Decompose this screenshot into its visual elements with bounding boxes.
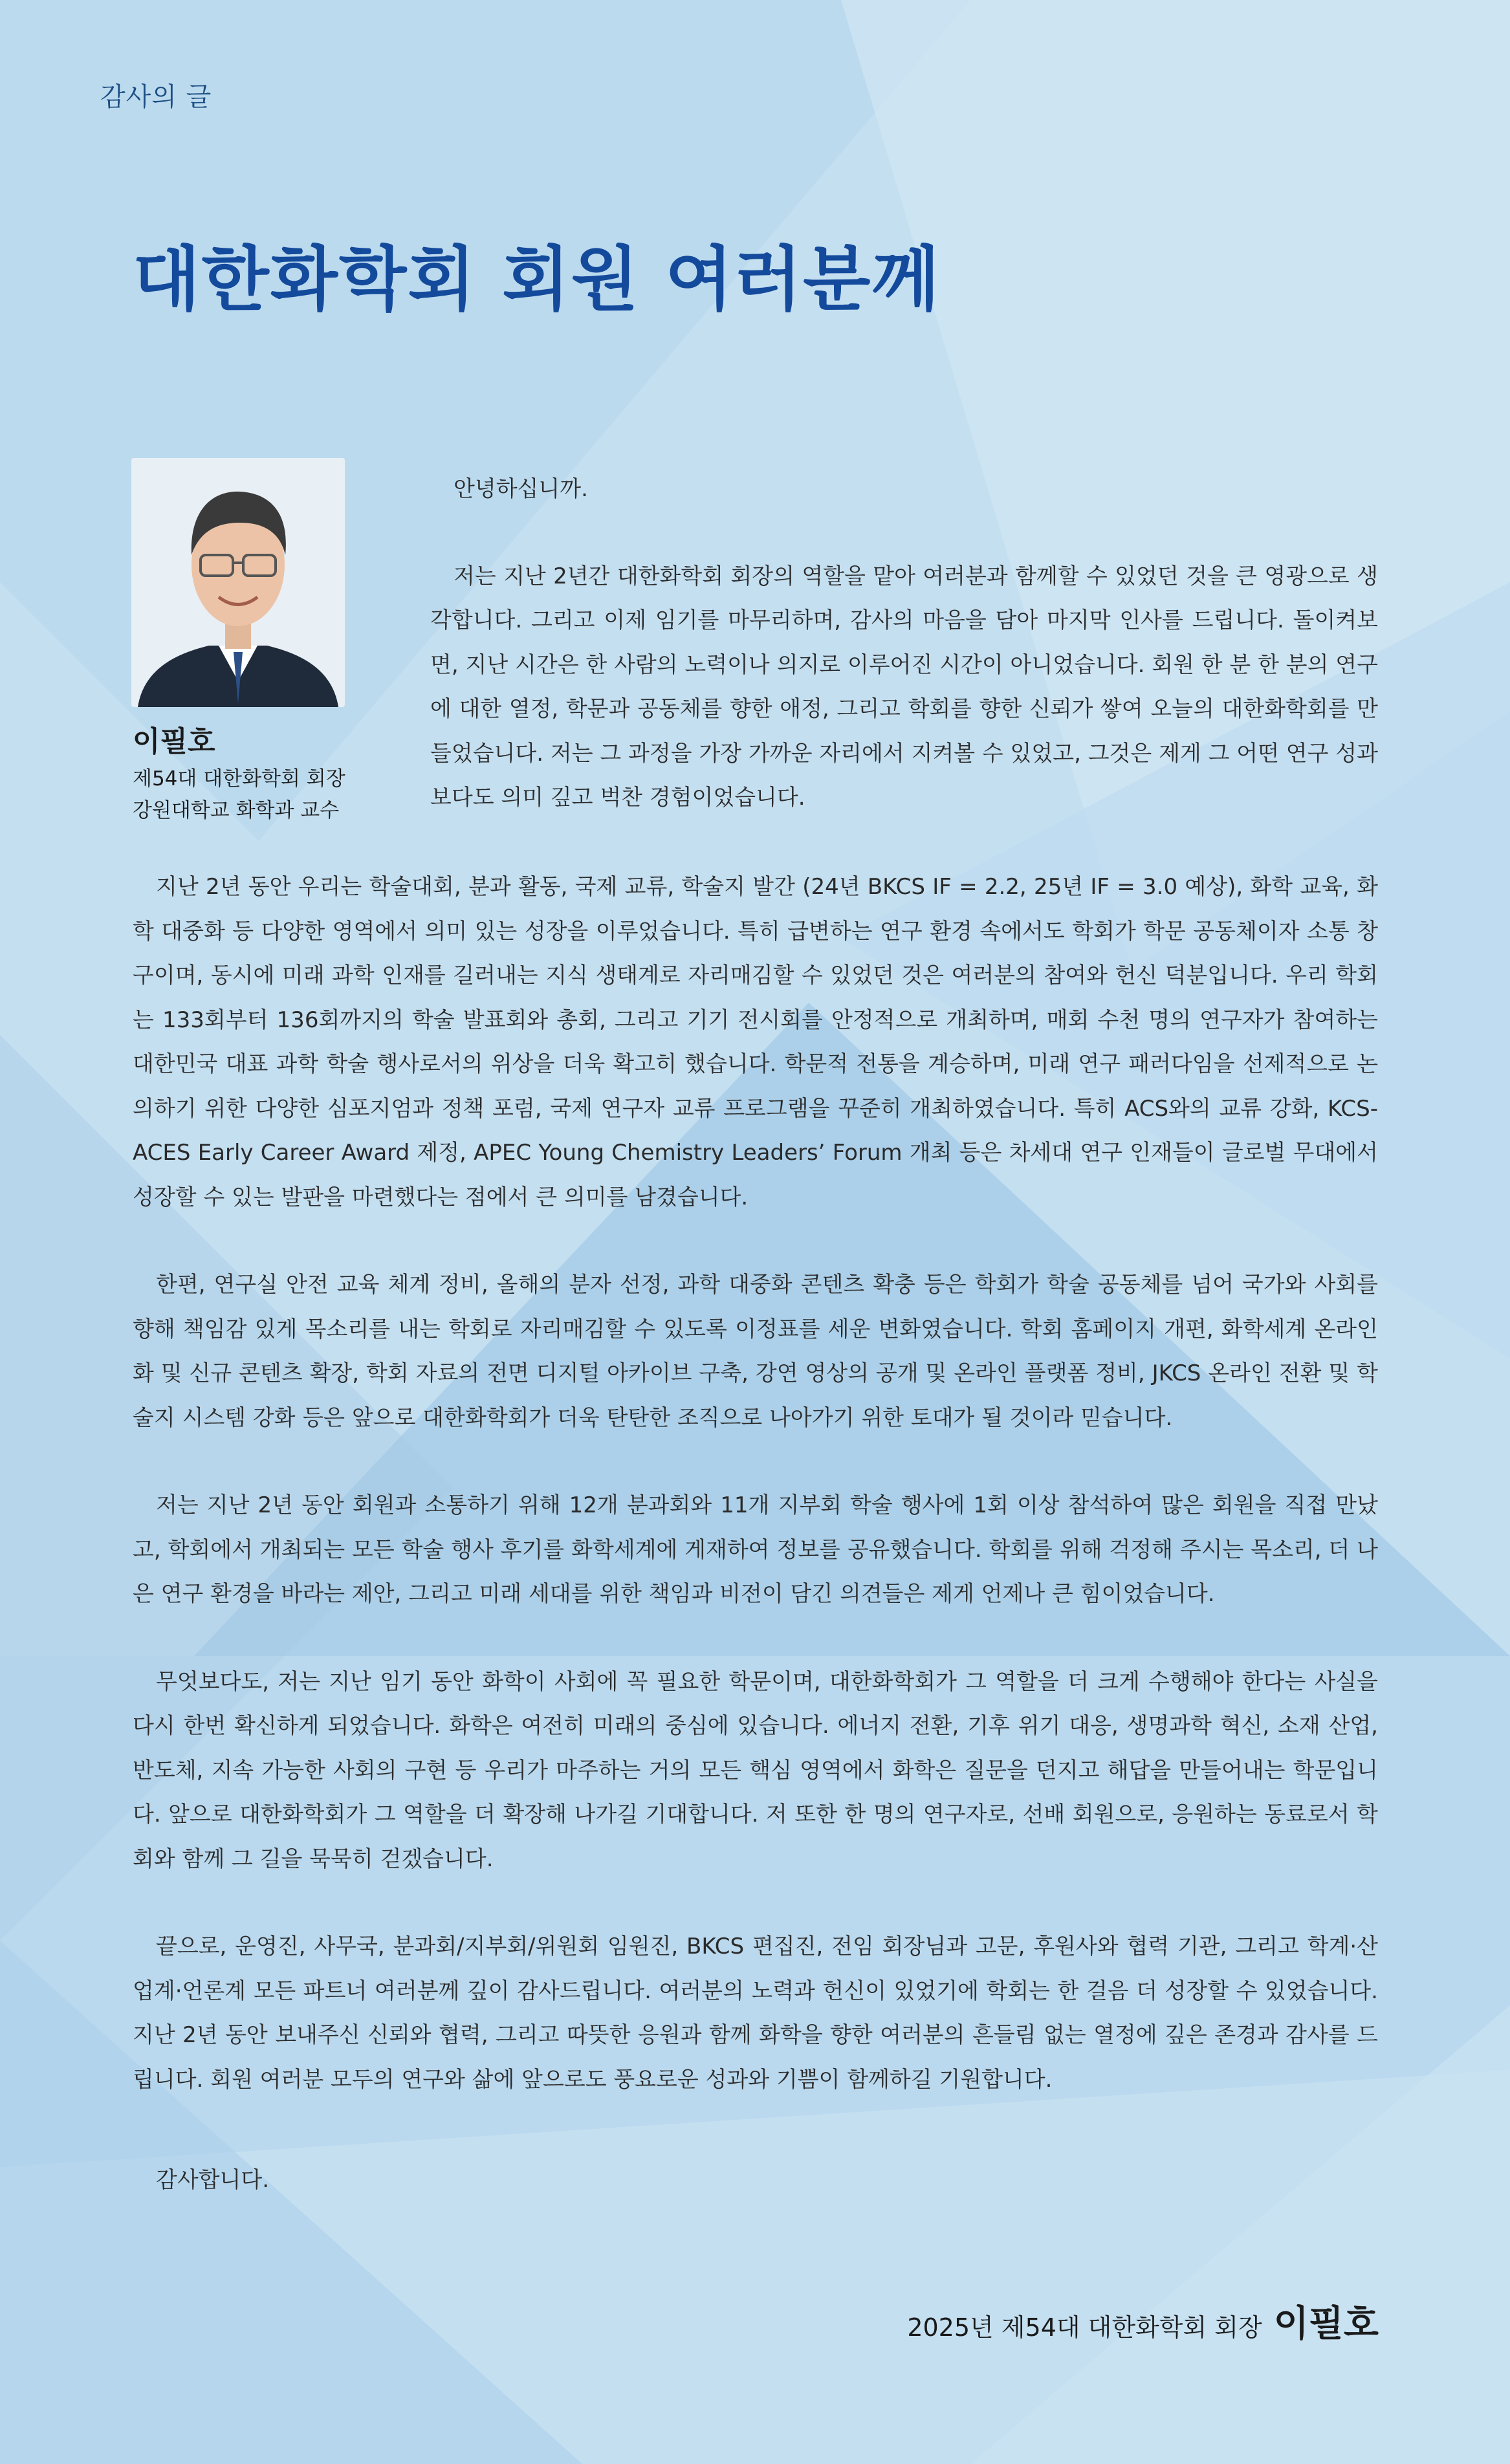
letter-paragraph: 지난 2년 동안 우리는 학술대회, 분과 활동, 국제 교류, 학술지 발간 (24년 BKCS IF = 2.2, 25년 IF = 3.0 예상), 화학 교육, 화학 대중화 등 다양한 영역에서 의미 있는 성장을 이루었습니다. 특히 급변하는 연구 환경 속에서도 학회가 학문 공동체이자 소통 창구이며, 동시에 미래 과학 인재를 길러내는 지식 생태계로 자리매김할 수 있었던 것은 여러분의 참여와 헌신 덕분입니다. 우리 학회는 133회부터 136회까지의 학술 발표회와 총회, 그리고 기기 전시회를 안정적으로 개최하며, 매회 수천 명의 연구자가 참여하는 대한민국 대표 과학 학술 행사로서의 위상을 더욱 확고히 했습니다. 학문적 전통을 계승하며, 미래 연구 패러다임을 선제적으로 논의하기 위한 다양한 심포지엄과 정책 포럼, 국제 연구자 교류 프로그램을 꾸준히 개최하였습니다. 특히 ACS와의 교류 강화, KCS-ACES Early Career Award 제정, APEC Young Chemistry Leaders’ Forum 개최 등은 차세대 연구 인재들이 글로벌 무대에서 성장할 수 있는 발판을 마련했다는 점에서 큰 의미를 남겼습니다. xyxy=(133,874,1378,1210)
letter-closing: 감사합니다. xyxy=(156,2167,270,2193)
author-affiliation: 강원대학교 화학과 교수 xyxy=(133,799,340,822)
section-label: 감사의 글 xyxy=(100,82,212,112)
letter-paragraph: 저는 지난 2년간 대한화학회 회장의 역할을 맡아 여러분과 함께할 수 있었던 것을 큰 영광으로 생각합니다. 그리고 이제 임기를 마무리하며, 감사의 마음을 담아 마지막 인사를 드립니다. 돌이켜보면, 지난 시간은 한 사람의 노력이나 의지로 이루어진 시간이 아니었습니다. 회원 한 분 한 분의 연구에 대한 열정, 학문과 공동체를 향한 애정, 그리고 학회를 향한 신뢰가 쌓여 오늘의 대한화학회를 만들었습니다. 저는 그 과정을 가장 가까운 자리에서 지켜볼 수 있었고, 그것은 제게 그 어떤 연구 성과보다도 의미 깊고 벅찬 경험이었습니다. xyxy=(430,563,1378,811)
portrait-illustration xyxy=(131,458,345,707)
author-role: 제54대 대한화학회 회장 xyxy=(133,767,345,790)
letter-intro xyxy=(430,467,1378,820)
signature-name: 이필호 xyxy=(1273,2303,1379,2345)
letter-paragraph: 무엇보다도, 저는 지난 임기 동안 화학이 사회에 꼭 필요한 학문이며, 대한화학회가 그 역할을 더 크게 수행해야 한다는 사실을 다시 한번 확신하게 되었습니다. 화학은 여전히 미래의 중심에 있습니다. 에너지 전환, 기후 위기 대응, 생명과학 혁신, 소재 산업, 반도체, 지속 가능한 사회의 구현 등 우리가 마주하는 거의 모든 핵심 영역에서 화학은 질문을 던지고 해답을 만들어내는 학문입니다. 앞으로 대한화학회가 그 역할을 더 확장해 나가길 기대합니다. 저 또한 한 명의 연구자로, 선배 회원으로, 응원하는 동료로서 학회와 함께 그 길을 묵묵히 걷겠습니다. xyxy=(133,1668,1378,1872)
letter-paragraph: 한편, 연구실 안전 교육 체계 정비, 올해의 분자 선정, 과학 대중화 콘텐츠 확충 등은 학회가 학술 공동체를 넘어 국가와 사회를 향해 책임감 있게 목소리를 내는 학회로 자리매김할 수 있도록 이정표를 세운 변화였습니다. 학회 홈페이지 개편, 화학세계 온라인화 및 신규 콘텐츠 확장, 학회 자료의 전면 디지털 아카이브 구축, 강연 영상의 공개 및 온라인 플랫폼 정비, JKCS 온라인 전환 및 학술지 시스템 강화 등은 앞으로 대한화학회가 더욱 탄탄한 조직으로 나아가기 위한 토대가 될 것이라 믿습니다. xyxy=(133,1272,1378,1431)
author-name: 이필호 xyxy=(133,725,215,758)
signature-text: 2025년 제54대 대한화학회 회장 xyxy=(907,2313,1262,2342)
letter-paragraph: 끝으로, 운영진, 사무국, 분과회/지부회/위원회 임원진, BKCS 편집진, 전임 회장님과 고문, 후원사와 협력 기관, 그리고 학계·산업계·언론계 모든 파트너 여러분께 깊이 감사드립니다. 여러분의 노력과 헌신이 있었기에 학회는 한 걸음 더 성장할 수 있었습니다. 지난 2년 동안 보내주신 신뢰와 협력, 그리고 따뜻한 응원과 함께 화학을 향한 여러분의 흔들림 없는 열정에 깊은 존경과 감사를 드립니다. 회원 여러분 모두의 연구와 삶에 앞으로도 풍요로운 성과와 기쁨이 함께하길 기원합니다. xyxy=(133,1934,1378,2093)
letter-greeting: 안녕하십니까. xyxy=(454,476,588,502)
letter-body xyxy=(133,865,1378,2102)
signature xyxy=(907,2295,1379,2347)
letter-paragraph: 저는 지난 2년 동안 회원과 소통하기 위해 12개 분과회와 11개 지부회 학술 행사에 1회 이상 참석하여 많은 회원을 직접 만났고, 학회에서 개최되는 모든 학술 행사 후기를 화학세계에 게재하여 정보를 공유했습니다. 학회를 위해 걱정해 주시는 목소리, 더 나은 연구 환경을 바라는 제안, 그리고 미래 세대를 위한 책임과 비전이 담긴 의견들은 제게 언제나 큰 힘이었습니다. xyxy=(133,1492,1378,1607)
author-photo xyxy=(131,458,345,707)
page-title: 대한화학회 회원 여러분께 xyxy=(133,239,941,320)
